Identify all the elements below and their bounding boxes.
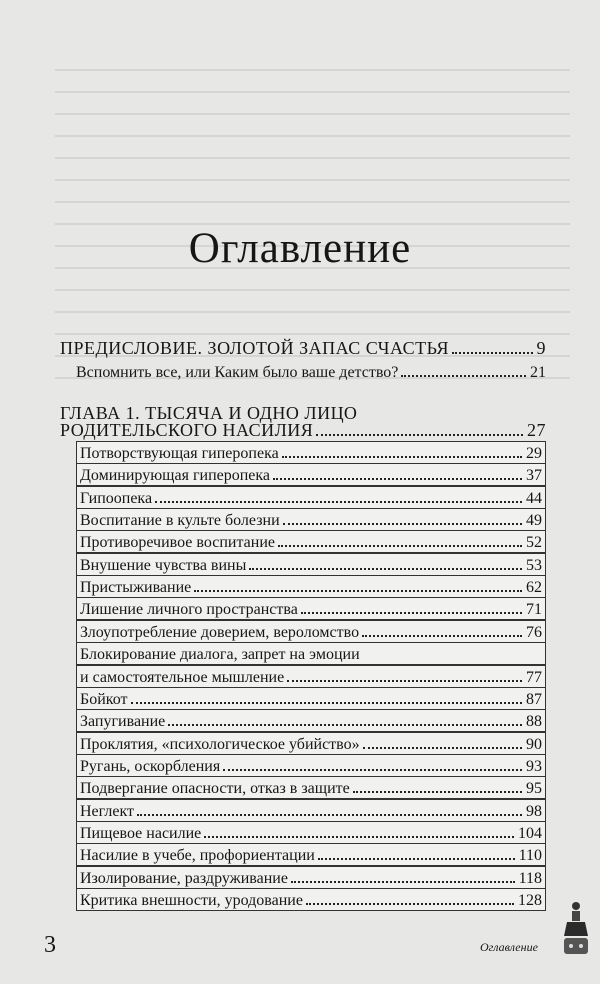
toc-entry-page: 71 xyxy=(526,601,542,619)
toc-entry-label: ПРЕДИСЛОВИЕ. ЗОЛОТОЙ ЗАПАС СЧАСТЬЯ xyxy=(60,338,449,358)
toc-entry-page: 27 xyxy=(527,420,546,440)
toc-chapter-1 xyxy=(60,417,546,441)
toc-entry-label: Блокирование диалога, запрет на эмоции xyxy=(80,646,360,664)
toc-entry-page: 52 xyxy=(526,534,542,552)
toc-entry-page: 118 xyxy=(518,869,542,887)
leader-dots xyxy=(223,769,522,771)
toc-entry xyxy=(76,843,546,866)
toc-entry xyxy=(76,486,546,509)
toc-entry-preface xyxy=(60,335,546,359)
toc-entry-page: 76 xyxy=(526,623,542,641)
toc-entry xyxy=(76,597,546,620)
leader-dots xyxy=(291,881,515,883)
running-footer: Оглавление xyxy=(480,940,538,954)
toc-entry-label: Ругань, оскорбления xyxy=(80,757,221,775)
toc-entry-label: Бойкот xyxy=(80,690,128,708)
toc-entry-label: и самостоятельное мышление xyxy=(80,668,285,686)
leader-dots xyxy=(316,434,523,436)
toc-entry xyxy=(76,866,546,889)
toc-entry xyxy=(76,821,546,844)
page-number: 3 xyxy=(44,932,56,958)
toc-chapter-1-line-1: ГЛАВА 1. ТЫСЯЧА И ОДНО ЛИЦО xyxy=(60,403,358,423)
leader-dots xyxy=(194,590,522,592)
toc-entry-label: Неглект xyxy=(80,802,135,820)
toc-entry-label: Запугивание xyxy=(80,713,166,731)
leader-dots xyxy=(353,791,522,793)
toc-entry-page: 98 xyxy=(526,802,542,820)
toc-entry-page: 104 xyxy=(518,824,542,842)
toc-entry xyxy=(76,687,546,710)
toc-entry-page: 37 xyxy=(526,467,542,485)
publisher-emblem-icon xyxy=(559,898,593,960)
leader-dots xyxy=(282,456,522,458)
toc-entry-label: Насилие в учебе, профориентации xyxy=(80,847,315,865)
toc-entry xyxy=(76,575,546,598)
toc-entry-label: Воспитание в культе болезни xyxy=(80,512,280,530)
toc-entry-label: РОДИТЕЛЬСКОГО НАСИЛИЯ xyxy=(60,420,314,440)
toc-entry-page: 21 xyxy=(530,364,546,381)
toc-entry-label: Гипоопека xyxy=(80,489,153,507)
toc-entry-preface-sub xyxy=(76,358,546,382)
leader-dots xyxy=(318,858,515,860)
toc-entry xyxy=(76,799,546,822)
leader-dots xyxy=(137,814,522,816)
leader-dots xyxy=(278,545,522,547)
toc-entry-label: Доминирующая гиперопека xyxy=(80,467,271,485)
leader-dots xyxy=(283,523,522,525)
toc-entry-page: 62 xyxy=(526,579,542,597)
toc-entry-page: 49 xyxy=(526,512,542,530)
toc-entry xyxy=(76,665,546,688)
leader-dots xyxy=(168,724,522,726)
toc-entry xyxy=(76,530,546,553)
toc-entry xyxy=(76,508,546,531)
toc-entry-label: Внушение чувства вины xyxy=(80,556,247,574)
leader-dots xyxy=(363,747,522,749)
toc-entry-page: 87 xyxy=(526,690,542,708)
leader-dots xyxy=(452,352,533,354)
toc-entry-label: Потворствующая гиперопека xyxy=(80,445,279,462)
leader-dots xyxy=(362,635,522,637)
toc-entry-page: 88 xyxy=(526,713,542,731)
toc-entry xyxy=(76,754,546,777)
toc-entry-label: Лишение личного пространства xyxy=(80,601,298,619)
toc-entry-label: Пристыживание xyxy=(80,579,192,597)
toc-entry-page: 77 xyxy=(526,668,542,686)
leader-dots xyxy=(204,836,514,838)
toc-entry xyxy=(76,463,546,486)
toc-entry-page: 128 xyxy=(518,892,542,909)
leader-dots xyxy=(287,680,522,682)
toc-entry-label: Пищевое насилие xyxy=(80,824,202,842)
toc-entry-label: Противоречивое воспитание xyxy=(80,534,275,552)
page-title: Оглавление xyxy=(188,225,412,272)
leader-dots xyxy=(131,702,523,704)
toc-entry xyxy=(76,620,546,643)
toc-entry xyxy=(76,441,546,464)
toc-entry-label: Злоупотребление доверием, вероломство xyxy=(80,623,360,641)
toc-entry-page: 9 xyxy=(536,338,546,358)
toc-entry-label: Подвергание опасности, отказ в защите xyxy=(80,780,350,798)
toc-entry xyxy=(76,776,546,799)
toc-entry-page: 110 xyxy=(518,847,542,865)
toc-entry-page: 29 xyxy=(526,445,542,462)
toc-entry xyxy=(76,709,546,732)
toc-entry-page: 53 xyxy=(526,556,542,574)
toc-entry-page: 95 xyxy=(526,780,542,798)
leader-dots xyxy=(301,612,522,614)
toc-entry-page: 44 xyxy=(526,489,542,507)
toc-entry xyxy=(76,888,546,911)
leader-dots xyxy=(306,903,514,905)
toc-entry-page: 93 xyxy=(526,757,542,775)
toc-entry xyxy=(76,642,546,665)
toc-entry-label: Проклятия, «психологическое убийство» xyxy=(80,735,360,753)
toc-entry-page: 90 xyxy=(526,735,542,753)
leader-dots xyxy=(249,568,522,570)
toc-entry-label: Вспомнить все, или Каким было ваше детство? xyxy=(76,364,399,381)
toc-entry-label: Критика внешности, уродование xyxy=(80,892,303,909)
leader-dots xyxy=(273,478,522,480)
toc-entry xyxy=(76,732,546,755)
toc-entry-label: Изолирование, раздруживание xyxy=(80,869,288,887)
toc-entry xyxy=(76,553,546,576)
leader-dots xyxy=(401,375,526,377)
leader-dots xyxy=(155,501,522,503)
